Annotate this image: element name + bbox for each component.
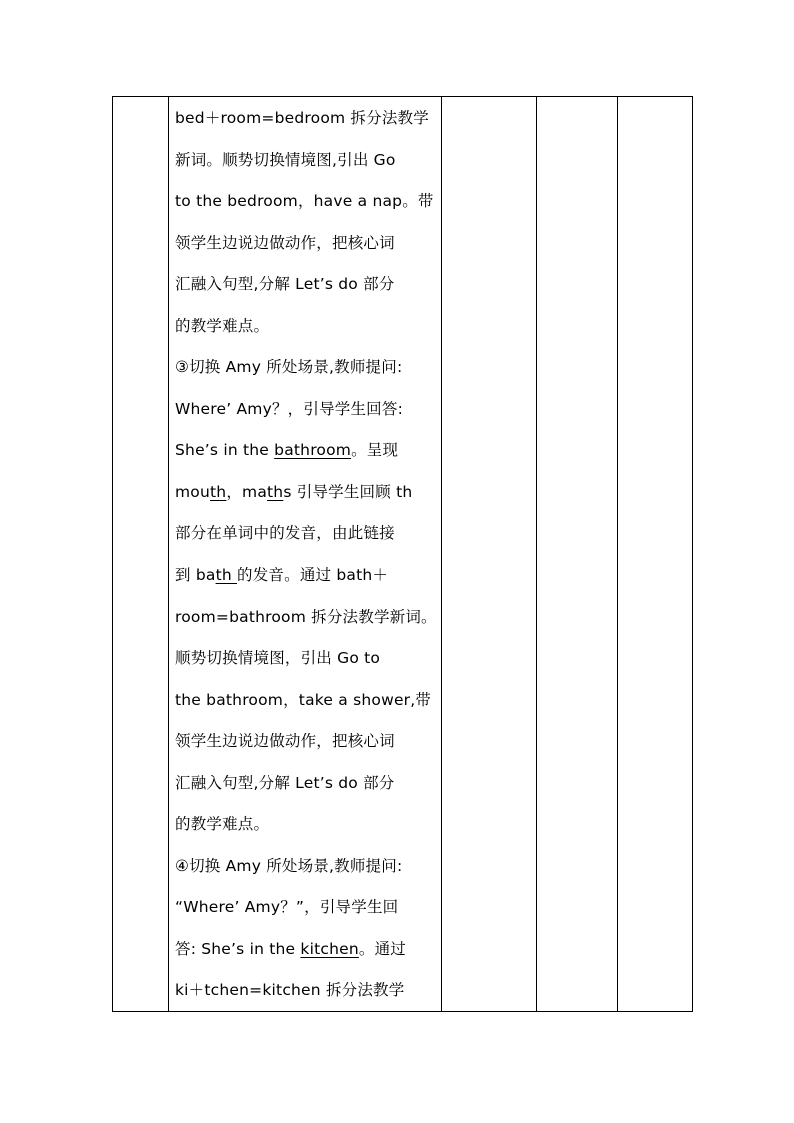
text-segment: 的教学难点。 [175, 316, 270, 335]
text-line [175, 223, 441, 265]
text-line [175, 347, 441, 389]
text-segment: Where’ Amy？，引导学生回答: [175, 399, 404, 418]
text-line [175, 513, 441, 555]
text-line [175, 887, 441, 929]
text-line [175, 970, 441, 1012]
text-segment: to the bedroom，have a nap。带 [175, 192, 434, 211]
text-segment: 领学生边说边做动作，把核心词 [175, 732, 395, 751]
text-segment: bed＋room=bedroom 拆分法教学 [175, 109, 429, 127]
text-line [175, 721, 441, 763]
teaching-procedure-cell [175, 98, 441, 1012]
text-segment: ki＋tchen=kitchen 拆分法教学 [175, 981, 405, 1000]
text-segment: 的教学难点。 [175, 815, 270, 834]
text-line [175, 763, 441, 805]
text-segment: 汇融入句型,分解 Let’s do 部分 [175, 773, 395, 792]
text-line [175, 804, 441, 846]
text-segment: ③切换 Amy 所处场景,教师提问: [175, 358, 403, 377]
text-segment: s 引导学生回顾 th [283, 482, 413, 501]
text-segment: “Where’ Amy？”，引导学生回 [175, 898, 399, 917]
text-line [175, 597, 441, 639]
text-line [175, 98, 441, 140]
column-divider [536, 97, 537, 1011]
column-divider [168, 97, 169, 1011]
text-segment: the bathroom，take a shower,带 [175, 690, 432, 709]
text-segment: 到 ba [175, 566, 216, 585]
text-line [175, 306, 441, 348]
text-line [175, 140, 441, 182]
text-line [175, 638, 441, 680]
text-segment: room=bathroom 拆分法教学新词。 [175, 607, 437, 626]
text-segment: She’s in the [175, 441, 275, 460]
text-line [175, 389, 441, 431]
text-line [175, 430, 441, 472]
text-line [175, 472, 441, 514]
text-segment: ④切换 Amy 所处场景,教师提问: [175, 856, 403, 875]
column-divider [441, 97, 442, 1011]
text-segment: 新词。顺势切换情境图,引出 Go [175, 150, 396, 169]
text-segment: 。呈现 [351, 441, 399, 460]
text-segment: 答: She’s in the [175, 939, 301, 958]
text-line [175, 929, 441, 971]
text-line [175, 181, 441, 223]
text-segment: 领学生边说边做动作，把核心词 [175, 233, 395, 252]
underlined-word: th [215, 566, 238, 585]
text-segment: 的发音。通过 bath＋ [237, 566, 389, 585]
text-segment: 。通过 [358, 939, 406, 958]
column-divider [617, 97, 618, 1011]
underlined-word: th [267, 482, 284, 501]
underlined-word: th [210, 482, 227, 501]
text-segment: 顺势切换情境图，引出 Go to [175, 649, 381, 668]
underlined-word: kitchen [300, 939, 359, 958]
text-segment: mou [175, 482, 211, 501]
text-line [175, 264, 441, 306]
text-segment: 部分在单词中的发音，由此链接 [175, 524, 395, 543]
text-line [175, 846, 441, 888]
text-segment: ，ma [226, 482, 268, 501]
text-line [175, 555, 441, 597]
text-segment: 汇融入句型,分解 Let’s do 部分 [175, 275, 395, 294]
underlined-word: bathroom [274, 441, 352, 460]
text-line [175, 680, 441, 722]
